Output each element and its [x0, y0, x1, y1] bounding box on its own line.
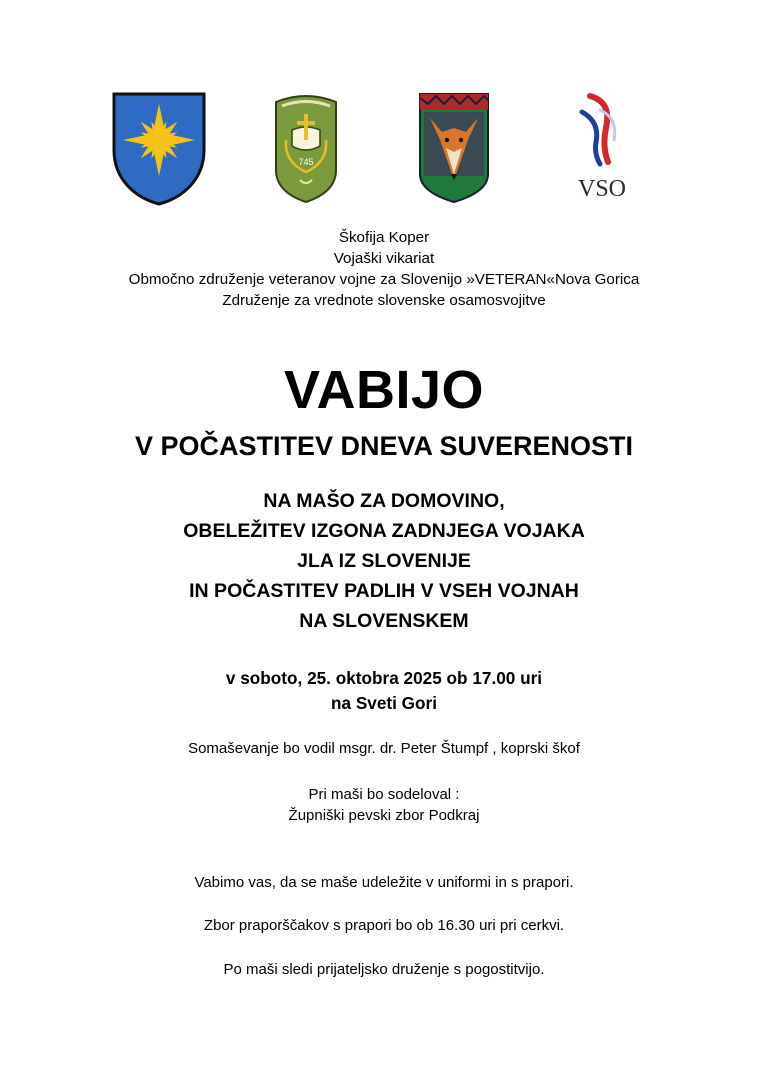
purpose-line: OBELEŽITEV IZGONA ZADNJEGA VOJAKA: [183, 520, 585, 542]
organizer-line: Območno združenje veteranov vojne za Slovenijo »VETERAN«Nova Gorica: [128, 271, 640, 288]
purpose-line: IN POČASTITEV PADLIH V VSEH VOJNAH: [189, 580, 579, 602]
organizer-line: Združenje za vrednote slovenske osamosvojitve: [222, 292, 546, 309]
note-uniform: Vabimo vas, da se maše udeležite v uniformi in s prapori.: [194, 874, 574, 891]
choir-name: Župniški pevski zbor Podkraj: [288, 807, 480, 824]
logo-row: [0, 88, 768, 208]
organizers-list: [0, 227, 768, 311]
event-location: na Sveti Gori: [330, 693, 438, 713]
vikariat-badge-number: 745: [298, 157, 314, 167]
organizer-line: Vojaški vikariat: [333, 250, 435, 267]
event-purpose: [0, 486, 768, 636]
vso-logo-text: VSO: [577, 176, 627, 202]
purpose-line: JLA IZ SLOVENIJE: [297, 550, 471, 572]
note-reception: Po maši sledi prijateljsko druženje s pogostitvijo.: [223, 961, 545, 978]
choir-intro: Pri maši bo sodeloval :: [308, 786, 460, 803]
veteran-fox-emblem: [418, 88, 490, 206]
choir-info: [0, 784, 768, 826]
vojaski-vikariat-emblem: [270, 88, 342, 206]
skofija-koper-coat-of-arms: [110, 88, 208, 206]
purpose-line: NA MAŠO ZA DOMOVINO,: [263, 490, 505, 512]
invitation-subtitle: V POČASTITEV DNEVA SUVERENOSTI: [134, 431, 634, 461]
celebrant-line: Somaševanje bo vodil msgr. dr. Peter Štumpf , koprski škof: [188, 740, 580, 757]
note-flag-bearers: Zbor praporščakov s prapori bo ob 16.30 uri pri cerkvi.: [203, 917, 565, 934]
event-date: v soboto, 25. oktobra 2025 ob 17.00 uri: [225, 668, 543, 688]
invitation-title: VABIJO: [283, 360, 485, 420]
organizer-line: Škofija Koper: [338, 229, 430, 246]
vso-logo: [560, 88, 644, 206]
purpose-line: NA SLOVENSKEM: [299, 610, 469, 632]
event-date-location: [0, 666, 768, 716]
